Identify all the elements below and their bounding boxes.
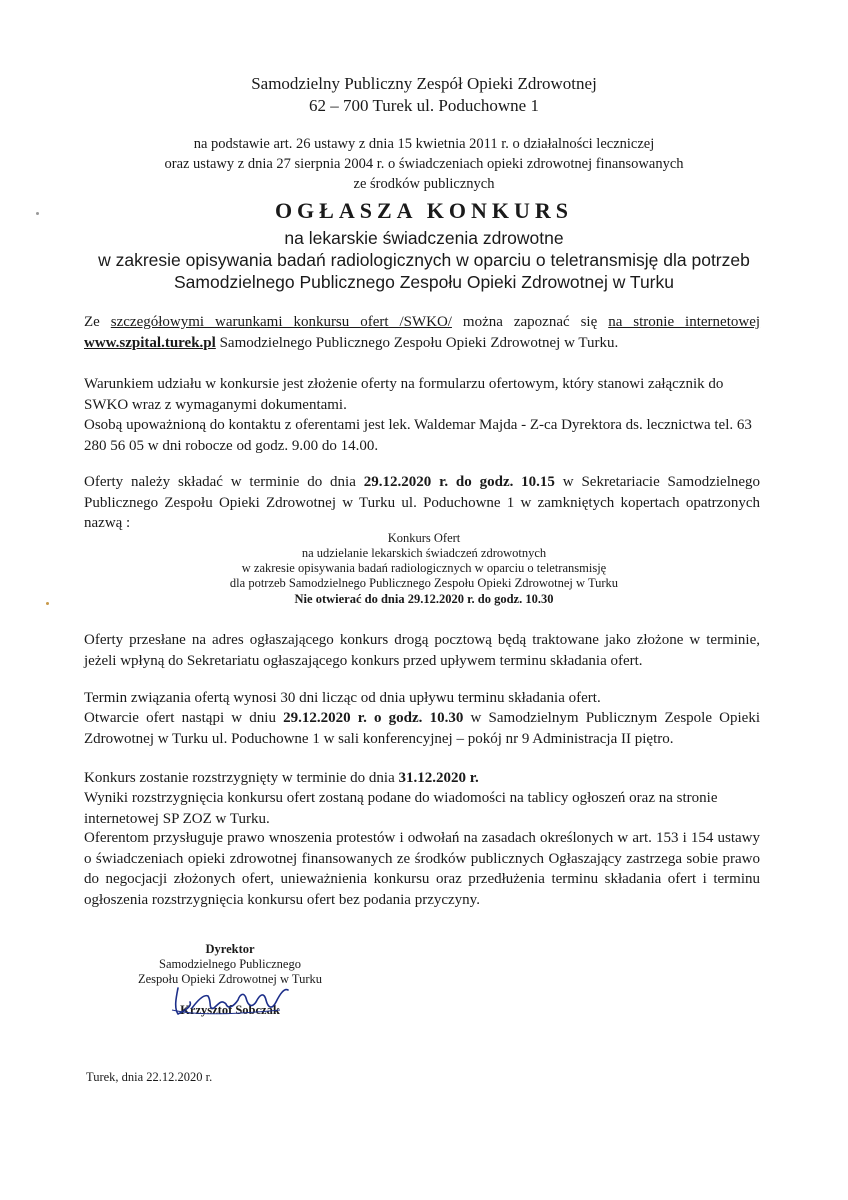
swko-terms-link[interactable]: szczegółowymi warunkami konkursu ofert /SWKO/	[110, 314, 452, 330]
para1-mid: można zapoznać się	[462, 314, 598, 330]
para4-lead: Oferty należy składać w terminie do dnia	[84, 474, 356, 490]
legal-basis-line-2: oraz ustawy z dnia 27 sierpnia 2004 r. o świadczeniach opieki zdrowotnej finansowanych	[164, 156, 684, 172]
para1-tail: Samodzielnego Publicznego Zespołu Opieki Zdrowotnej w Turku.	[219, 334, 619, 351]
paragraph-participation-condition: Warunkiem udziału w konkursie jest złożenie oferty na formularzu ofertowym, który stanowi załącznik do SWKO wraz z wymaganymi dokumentami.	[84, 376, 724, 413]
scan-speck	[46, 602, 49, 605]
subtitle-line-1: na lekarskie świadczenia zdrowotne	[284, 228, 564, 248]
paragraph-resolution-date	[84, 768, 760, 789]
para4-tail: w Sekretariacie Samodzielnego Publicznego Zespołu Opieki Zdrowotnej w Turku ul. Poduchowne 1 w zamkniętych kopertach opatrzonych nazwą :	[84, 474, 761, 531]
envelope-line-1: Konkurs Ofert	[387, 531, 461, 545]
signatory-role: Dyrektor	[205, 942, 255, 956]
website-link-label[interactable]: na stronie internetowej	[608, 314, 761, 330]
subtitle-line-3: Samodzielnego Publicznego Zespołu Opieki Zdrowotnej w Turku	[174, 272, 674, 292]
envelope-line-2: na udzielanie lekarskich świadczeń zdrowotnych	[301, 546, 547, 560]
signatory-name: Krzysztof Sobczak	[180, 1003, 280, 1017]
paragraph-binding-period: Termin związania ofertą wynosi 30 dni licząc od dnia upływu terminu składania ofert.	[84, 690, 601, 706]
paragraph-appeals-rights: Oferentom przysługuje prawo wnoszenia protestów i odwołań na zasadach określonych w art. 153 i 154 ustawy o świadczeniach opieki zdrowotnej finansowanych ze środków publicznych Ogłaszający zastrzega sobie prawo do negocjacji złożonych ofert, unieważnienia konkursu oraz przedłużenia terminu składania ofert i terminu ogłoszenia rozstrzygnięcia konkursu ofert bez podania przyczyny.	[84, 830, 760, 908]
paragraph-submission-deadline	[84, 472, 760, 534]
para7-tail: w Samodzielnym Publicznym Zespole Opieki Zdrowotnej w Turku ul. Poduchowne 1 w sali konferencyjnej – pokój nr 9 Administracja II piętro.	[84, 710, 761, 747]
paragraph-opening-offers	[84, 708, 760, 749]
scan-speck	[36, 212, 39, 215]
envelope-line-4: dla potrzeb Samodzielnego Publicznego Zespołu Opieki Zdrowotnej w Turku	[229, 576, 619, 590]
para8-lead: Konkurs zostanie rozstrzygnięty w terminie do dnia	[84, 770, 395, 786]
para7-lead: Otwarcie ofert nastąpi w dniu	[84, 710, 276, 726]
website-url-link[interactable]: www.szpital.turek.pl	[84, 334, 216, 351]
para1-lead: Ze	[84, 314, 100, 330]
paragraph-contact-person: Osobą upoważnioną do kontaktu z oferentami jest lek. Waldemar Majda - Z-ca Dyrektora ds. lecznictwa tel. 63 280 56 05 w dni robocze od godz. 9.00 do 14.00.	[84, 417, 752, 454]
org-name: Samodzielny Publiczny Zespół Opieki Zdrowotnej	[251, 74, 597, 93]
signatory-org-line-1: Samodzielnego Publicznego	[159, 957, 301, 971]
submission-deadline: 29.12.2020 r. do godz. 10.15	[363, 474, 555, 490]
paragraph-postal-offers: Oferty przesłane na adres ogłaszającego konkurs drogą pocztową będą traktowane jako złożone w terminie, jeżeli wpłyną do Sekretariatu ogłaszającego konkurs przed upływem terminu składania ofert.	[84, 632, 760, 669]
org-address: 62 – 700 Turek ul. Poduchowne 1	[309, 96, 539, 115]
paragraph-results-publication: Wyniki rozstrzygnięcia konkursu ofert zostaną podane do wiadomości na tablicy ogłoszeń oraz na stronie internetowej SP ZOZ w Turku.	[84, 790, 718, 827]
resolution-date: 31.12.2020 r.	[398, 770, 479, 786]
subtitle-line-2: w zakresie opisywania badań radiologicznych w oparciu o teletransmisję dla potrzeb	[98, 250, 750, 270]
announcement-title: OGŁASZA KONKURS	[274, 198, 574, 223]
envelope-line-5: Nie otwierać do dnia 29.12.2020 r. do godz. 10.30	[294, 592, 554, 606]
envelope-line-3: w zakresie opisywania badań radiologicznych w oparciu o teletransmisję	[241, 561, 607, 575]
handwritten-signature	[168, 980, 298, 1020]
legal-basis-line-1: na podstawie art. 26 ustawy z dnia 15 kwietnia 2011 r. o działalności leczniczej	[193, 136, 655, 152]
opening-date: 29.12.2020 r. o godz. 10.30	[283, 710, 464, 726]
paragraph-swko-info	[84, 312, 760, 353]
legal-basis-line-3: ze środków publicznych	[353, 176, 495, 192]
signatory-org-line-2: Zespołu Opieki Zdrowotnej w Turku	[137, 972, 323, 986]
place-and-date: Turek, dnia 22.12.2020 r.	[86, 1070, 213, 1084]
